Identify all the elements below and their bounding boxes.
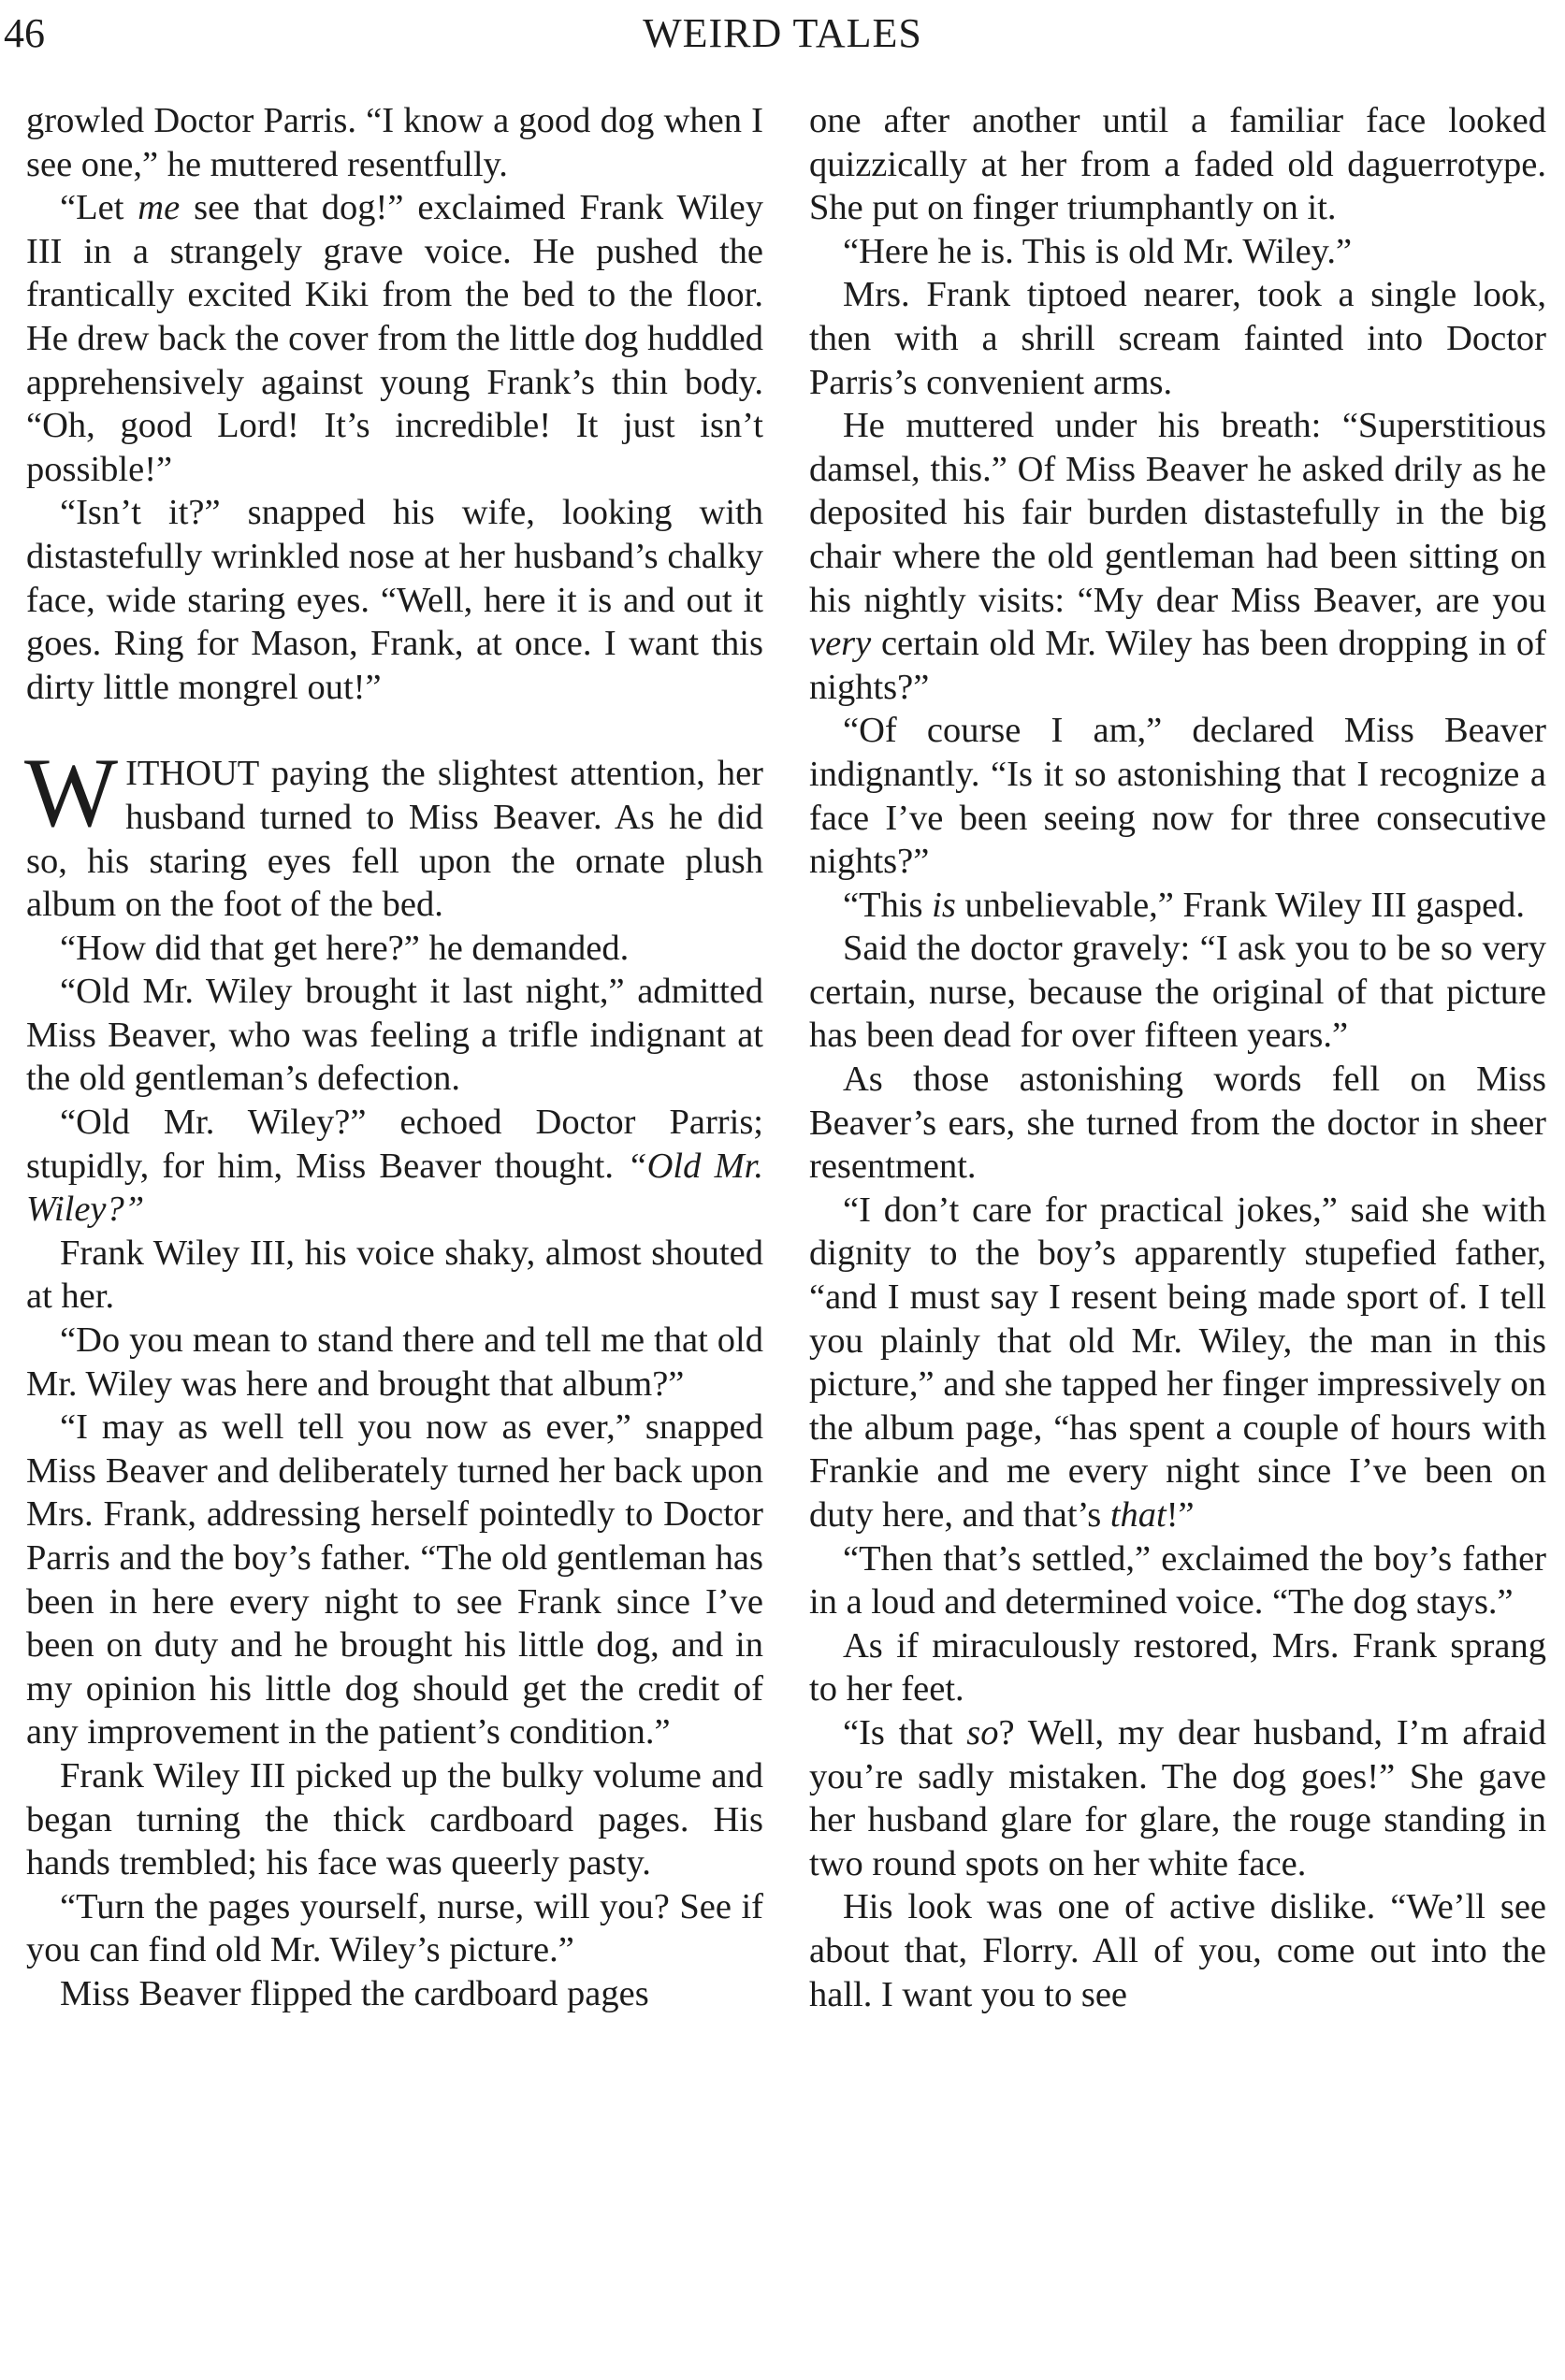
paragraph: “Let me see that dog!” exclaimed Frank Wiley III in a strangely grave voice. He pushed the frantically excited Kiki from the bed to the floor. He drew back the cover from the little dog huddled apprehensively against young Frank’s thin body. “Oh, good Lord! It’s incredible! It just isn’t possible!” [26, 188, 763, 489]
paragraph: “How did that get here?” he demanded. [60, 928, 630, 968]
emphasis: that [1109, 1495, 1167, 1535]
emphasis: very [809, 624, 872, 664]
emphasis: me [138, 188, 181, 228]
paragraph: As if miraculously restored, Mrs. Frank sprang to her feet. [809, 1625, 1546, 1709]
paragraph: He muttered under his breath: “Superstitious damsel, this.” Of Miss Beaver he asked drily as he deposited his fair burden distastefully in the big chair where the old gentleman had been sitting on his nightly visits: “My dear Miss Beaver, are you very certain old Mr. Wiley has been dropping in of nights?” [809, 406, 1546, 707]
paragraph: one after another until a familiar face looked quizzically at her from a faded old daguerrotype. She put on finger triumphantly on it. [809, 101, 1546, 228]
left-column [26, 99, 763, 2016]
page-header [0, 0, 1565, 70]
emphasis: “Old Mr. Wiley?” [26, 1146, 763, 1230]
paragraph: As those astonishing words fell on Miss Beaver’s ears, she turned from the doctor in sheer resentment. [809, 1060, 1546, 1187]
paragraph: “Then that’s settled,” exclaimed the boy’s father in a loud and determined voice. “The dog stays.” [809, 1538, 1546, 1623]
paragraph: “Turn the pages yourself, nurse, will you? See if you can find old Mr. Wiley’s picture.” [26, 1886, 763, 1970]
paragraph: Frank Wiley III picked up the bulky volume and began turning the thick cardboard pages. His hands trembled; his face was queerly pasty. [26, 1755, 763, 1883]
paragraph: “Here he is. This is old Mr. Wiley.” [843, 231, 1353, 271]
paragraph: “This is unbelievable,” Frank Wiley III gasped. [843, 885, 1526, 925]
paragraph: Mrs. Frank tiptoed nearer, took a single look, then with a shrill scream fainted into Doctor Parris’s convenient arms. [809, 275, 1546, 402]
paragraph: Miss Beaver flipped the cardboard pages [60, 1973, 649, 2013]
paragraph: “Of course I am,” declared Miss Beaver indignantly. “Is it so astonishing that I recognize a face I’ve been seeing now for three consecutive nights?” [809, 711, 1546, 882]
paragraph: “I don’t care for practical jokes,” said she with dignity to the boy’s apparently stupefied father, “and I must say I resent being made sport of. I tell you plainly that old Mr. Wiley, the man in this picture,” and she tapped her finger impressively on the album page, “has spent a couple of hours with Frankie and me every night since I’ve been on duty here, and that’s that!” [809, 1190, 1546, 1535]
paragraph: “Old Mr. Wiley brought it last night,” admitted Miss Beaver, who was feeling a trifle indignant at the old gentleman’s defection. [26, 972, 763, 1099]
paragraph: “I may as well tell you now as ever,” snapped Miss Beaver and deliberately turned her back upon Mrs. Frank, addressing herself pointedly to Doctor Parris and the boy’s father. “The old gentleman has been in here every night to see Frank since I’ve been on duty and he brought his little dog, and in my opinion his little dog should get the credit of any improvement in the patient’s condition.” [26, 1407, 763, 1753]
drop-cap: W [24, 738, 119, 848]
running-title: WEIRD TALES [643, 10, 922, 56]
paragraph: growled Doctor Parris. “I know a good dog when I see one,” he muttered resentfully. [26, 101, 763, 184]
paragraph: His look was one of active dislike. “We’ll see about that, Florry. All of you, come out into the hall. I want you to see [809, 1887, 1546, 2014]
emphasis: is [932, 885, 956, 925]
emphasis: so [966, 1712, 999, 1753]
paragraph: “Old Mr. Wiley?” echoed Doctor Parris; stupidly, for him, Miss Beaver thought. “Old Mr. Wiley?” [26, 1103, 763, 1230]
section-opening-paragraph: WITHOUT paying the slightest attention, her husband turned to Miss Beaver. As he did so, his staring eyes fell upon the ornate plush album on the foot of the bed. [24, 738, 763, 925]
paragraph: Said the doctor gravely: “I ask you to be so very certain, nurse, because the original of that picture has been dead for over fifteen years.” [809, 929, 1546, 1056]
right-column [809, 99, 1546, 2016]
paragraph: “Isn’t it?” snapped his wife, looking with distastefully wrinkled nose at her husband’s chalky face, wide staring eyes. “Well, here it is and out it goes. Ring for Mason, Frank, at once. I want this dirty little mongrel out!” [26, 493, 763, 707]
paragraph: Frank Wiley III, his voice shaky, almost shouted at her. [26, 1233, 763, 1317]
page-number: 46 [4, 10, 45, 56]
paragraph: “Is that so? Well, my dear husband, I’m afraid you’re sadly mistaken. The dog goes!” She gave her husband glare for glare, the rouge standing in two round spots on her white face. [809, 1712, 1547, 1883]
paragraph: “Do you mean to stand there and tell me that old Mr. Wiley was here and brought that album?” [26, 1320, 763, 1404]
